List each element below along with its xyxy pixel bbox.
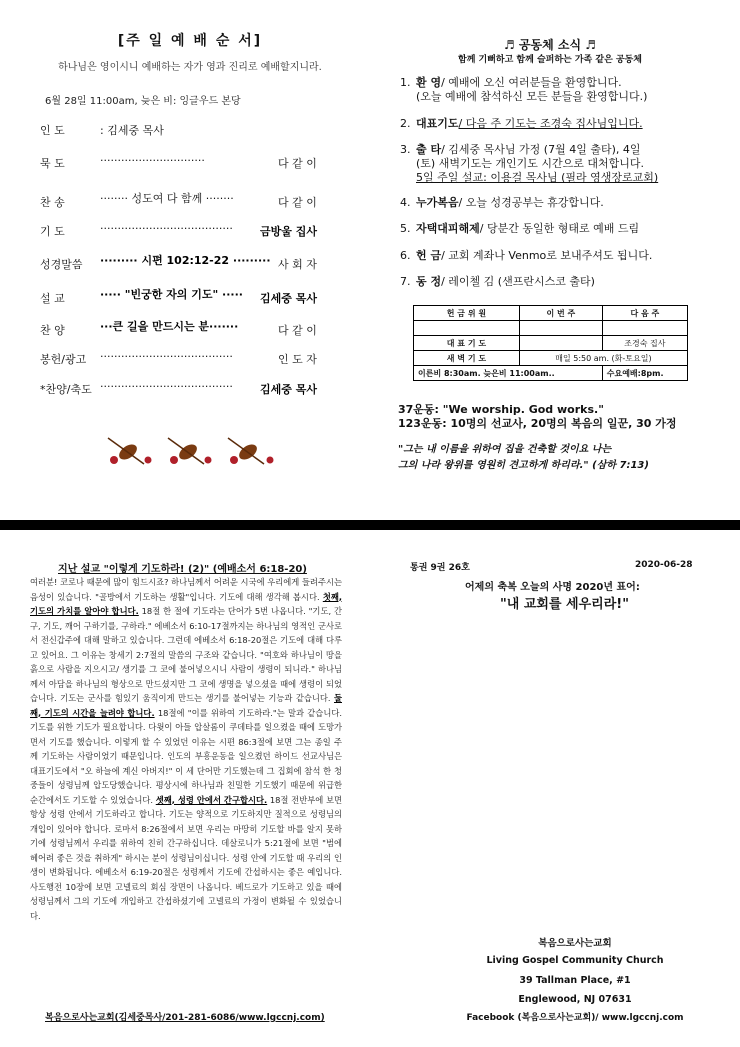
church-name-english: Living Gospel Community Church — [486, 955, 664, 966]
worship-row: *찬양/축도 ······································ 김세중 목사 — [40, 380, 317, 396]
sermon-title: 지난 설교 "이렇게 기도하라! (2)" (예배소서 6:18-20) — [58, 564, 307, 575]
year-motto-label: 어제의 축복 오늘의 사명 2020년 표어: — [465, 582, 640, 593]
worship-row: 봉헌/광고 ······································ 인 도 자 — [40, 350, 317, 366]
news-item: 5. 자택대피해제/ 당분간 동일한 형태로 예배 드림 — [400, 222, 640, 235]
year-motto: "내 교회를 세우리라!" — [500, 597, 629, 612]
news-item: 2. 대표기도/ 다음 주 기도는 조경숙 집사님입니다. — [400, 117, 643, 130]
news-item: 3. 출 타/ 김세중 목사님 가정 (7월 4일 출타), 4일 (토) 새벽기도는 개인기도 시간으로 대처합니다. 5일 주일 설교: 이용걸 목사님 (필라 영생장로교회) — [400, 143, 659, 184]
table-row: 새 벽 기 도 매일 5:50 am. (화-토요일) — [414, 351, 688, 366]
news-item: 6. 헌 금/ 교회 계좌나 Venmo로 보내주셔도 됩니다. — [400, 249, 653, 262]
worship-row: 설 교 ····· "빈궁한 자의 기도" ····· 김세중 목사 — [40, 288, 317, 305]
volume-number: 통권 9권 26호 — [410, 563, 470, 573]
worship-row: 찬 송 ········ 성도여 다 함께 ········ 다 같 이 — [40, 192, 317, 209]
worship-row: 인 도 : 김세중 목사 — [40, 124, 164, 137]
mottos: 37운동: "We worship. God works." 123운동: 10명의 선교사, 20명의 복음의 일꾼, 30 가정 — [398, 403, 677, 430]
violin-roses-decoration — [100, 430, 300, 470]
scripture-quote: "그는 내 이름을 위하여 집을 건축할 것이요 나는 그의 나라 왕위를 영원히 견고하게 하리라." (삼하 7:13) — [398, 444, 649, 471]
duty-table — [413, 305, 688, 381]
worship-row: 찬 양 ···큰 길을 만드시는 분······· 다 같 이 — [40, 320, 317, 337]
sermon-footer: 복음으로사는교회(김세중목사/201-281-6086/www.lgccnj.com) — [45, 1013, 325, 1023]
news-title: ♬ 공동체 소식 ♬ — [503, 38, 596, 52]
table-row: 이른비 8:30am. 늦은비 11:00am.. 수요예배:8pm. — [414, 366, 688, 381]
news-item: 4. 누가복음/ 오늘 성경공부는 휴강합니다. — [400, 196, 604, 209]
worship-subtitle: 6월 28일 11:00am, 늦은 비: 잉글우드 본당 — [45, 96, 241, 107]
page-divider — [0, 520, 740, 530]
table-header-row: 헌 금 위 원 이 번 주 다 음 주 — [414, 306, 688, 321]
news-item: 7. 동 정/ 레이첼 김 (샌프란시스코 출타) — [400, 275, 595, 288]
violin-icon — [108, 438, 152, 464]
worship-row: 묵 도 ······························ 다 같 이 — [40, 154, 317, 170]
worship-row: 기 도 ······································ 금방울 집사 — [40, 222, 317, 238]
church-address: 39 Tallman Place, #1 — [519, 975, 631, 986]
news-item: 1. 환 영/ 예배에 오신 여러분들을 환영합니다. (오늘 예배에 참석하신 모든 분들을 환영합니다.) — [400, 76, 648, 103]
church-name-korean: 복음으로사는교회 — [538, 938, 612, 949]
table-row: 대 표 기 도 조경숙 집사 — [414, 336, 688, 351]
worship-row: 성경말씀 ········· 시편 102:12-22 ········· 사 회 자 — [40, 254, 317, 271]
church-contact: Facebook (복음으로사는교회)/ www.lgccnj.com — [466, 1013, 684, 1023]
worship-title: [주 일 예 배 순 서] — [117, 33, 263, 49]
sermon-body: 여러분! 코로나 때문에 많이 힘드시죠? 하나님께서 어려운 시국에 우리에게 들려주시는 음성이 있습니다. "골방에서 기도하는 생활"입니다. 기도에 대해 생각해 봅시다. 첫째, 기도의 가치를 알아야 합니다. 18절 한 절에 기도라는 단어가 5번 나옵니다. "기도, 간구, 기도, 깨어 구하기를, 구하라." 에베소서 6:10-17절까지는 하나님의 영적인 군사로서 전신갑주에 대해 말하고 있습니다. 그런데 에베소서 6:18-20절은 기도에 대해 다루고 있어요. 그 이유는 창세기 2:7절의 말씀의 구조와 같습니다. "여호와 하나님이 땅을 흙으로 사람을 지으시고/ 생기를 그 코에 불어넣으시니 사람이 생령이 되니라." 하나님께서 아담을 하나님의 형상으로 만드셨지만 그 코에 생명을 넣으셨을 때에 생령이 되었습니다. 기도는 군사를 힘있기 움직이게 만드는 생기를 불어넣는 기능과 같습니다. 둘째, 기도의 시간을 늘려야 합니다. 18절에 "이를 위하여 기도하라."는 말과 같습니다. 기도를 위한 기도가 필요합니다. 다윗이 아들 압살롬이 쿠데타를 일으켰을 때에 도망가면서 기도를 했습니다. 이렇게 할 수 있었던 이유는 시편 86:3절에 보면 그는 종일 주께 기도하는 사람이었기 때문입니다. 인도의 부흥운동을 일으켰던 하이드 선교사님은 대표기도에서 "오 하늘에 계신 아버지!" 이 세 단어만 기도했는데 그 집회에 참석 한 청중들이 성령님께 압도당했습니다. 평상시에 하나님과 친밀한 기도했기 때문에 위급한 순간에서도 기도할 수 있었습니다. 셋째, 성령 안에서 간구합시다. 18절 전반부에 보면 항상 성령 안에서 기도하라고 합니다. 기도는 양적으로 기도하지만 질적으로 성령님의 개입이 있어야 합니다. 로마서 8:26절에서 보면 우리는 마땅히 기도할 바를 알지 못하기에 성령님께서 우리를 위하여 친히 간구하십니다. 데살로니가 5:21절에 보면 "범에 헤어려 좋은 것을 취하게" 하시는 분이 성령님이십니다. 성령 안에 기도할 때 우리의 인생이 변화됩니다. 에베소서 6:19-20절은 성령께서 기도에 간섭하시는 좋은 예입니다. 사도행전 10장에 보면 고넬료의 회심 장면이 나옵니다. 베드로가 기도하고 있을 때에 성령님께서 그의 기도에 개입하고 간섭하셨기에 고넬료의 가정이 변화될 수 있었습니다. — [30, 577, 342, 921]
church-city: Englewood, NJ 07631 — [518, 994, 632, 1005]
violin-icon — [228, 438, 274, 464]
bulletin-date: 2020-06-28 — [635, 560, 693, 570]
news-subtitle: 함께 기뻐하고 함께 슬퍼하는 가족 같은 공동체 — [458, 55, 642, 65]
worship-verse: 하나님은 영이시니 예배하는 자가 영과 진리로 예배할지니라. — [58, 62, 322, 73]
table-row — [414, 321, 688, 336]
violin-icon — [168, 438, 212, 464]
